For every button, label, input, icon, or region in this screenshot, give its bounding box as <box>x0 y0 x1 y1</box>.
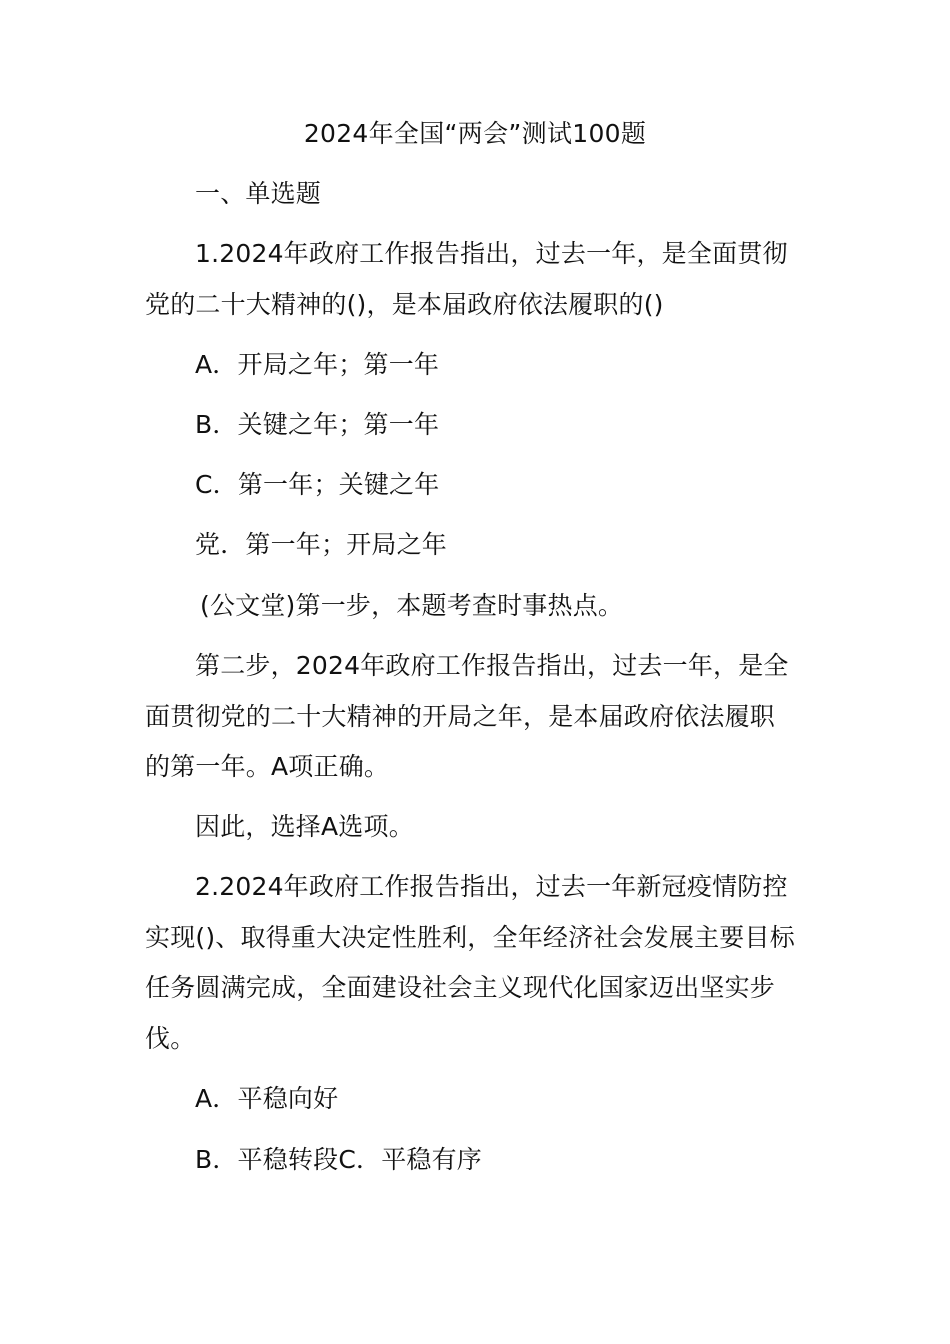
q1-analysis-step2-line3: 的第一年。A项正确。 <box>145 752 390 781</box>
q2-option-bc: B．平稳转段C．平稳有序 <box>195 1145 483 1174</box>
section-heading: 一、单选题 <box>195 179 322 208</box>
q2-stem-line1: 2.2024年政府工作报告指出，过去一年新冠疫情防控 <box>195 872 788 901</box>
q2-stem-line2: 实现()、取得重大决定性胜利，全年经济社会发展主要目标 <box>145 923 795 952</box>
q1-analysis-step2-line2: 面贯彻党的二十大精神的开局之年，是本届政府依法履职 <box>145 702 776 731</box>
q1-analysis-step2-line1: 第二步，2024年政府工作报告指出，过去一年，是全 <box>195 651 789 680</box>
q2-stem-line4: 伐。 <box>145 1024 196 1053</box>
q1-analysis-step1: (公文堂)第一步，本题考查时事热点。 <box>200 591 624 620</box>
q1-stem-line2: 党的二十大精神的()，是本届政府依法履职的() <box>145 290 664 319</box>
q1-option-b: B．关键之年；第一年 <box>195 410 440 439</box>
q2-option-a: A．平稳向好 <box>195 1084 339 1113</box>
q1-stem-line1: 1.2024年政府工作报告指出，过去一年，是全面贯彻 <box>195 239 788 268</box>
q1-option-d: 党．第一年；开局之年 <box>195 530 448 559</box>
q1-conclusion: 因此，选择A选项。 <box>195 812 414 841</box>
document-title: 2024年全国“两会”测试100题 <box>303 119 647 148</box>
q1-option-c: C．第一年；关键之年 <box>195 470 440 499</box>
q1-option-a: A．开局之年；第一年 <box>195 350 440 379</box>
q2-stem-line3: 任务圆满完成，全面建设社会主义现代化国家迈出坚实步 <box>145 973 776 1002</box>
